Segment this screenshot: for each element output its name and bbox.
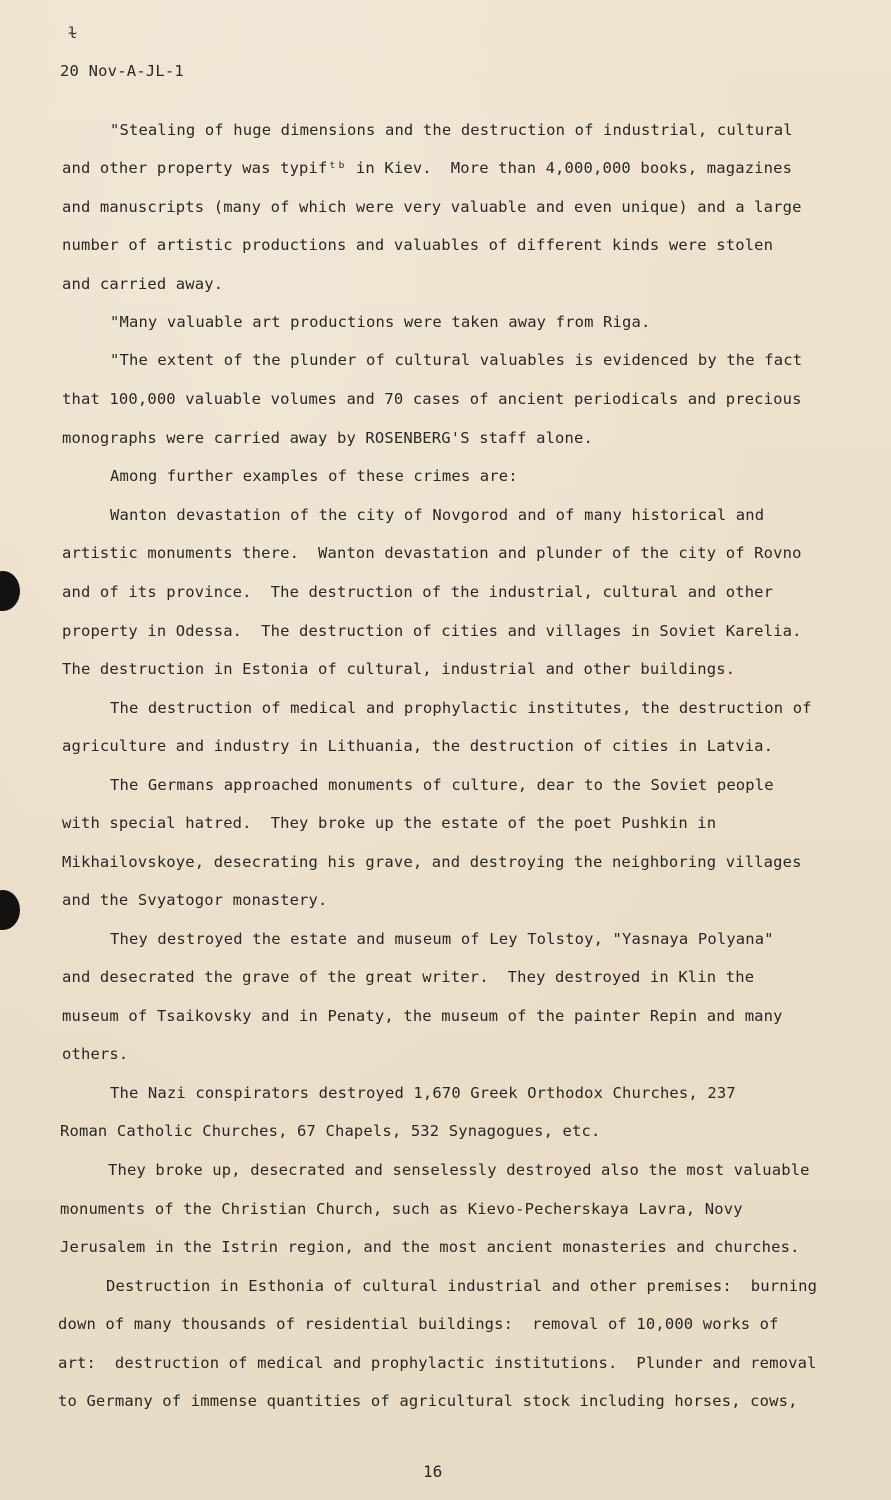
- document-reference: 20 Nov-A-JL-1: [60, 62, 184, 80]
- text-line: Jerusalem in the Istrin region, and the most ancient monasteries and churches.: [60, 1238, 800, 1256]
- text-line: to Germany of immense quantities of agricultural stock including horses, cows,: [58, 1392, 798, 1410]
- text-line: down of many thousands of residential buildings: removal of 10,000 works of: [58, 1315, 779, 1333]
- text-line: with special hatred. They broke up the estate of the poet Pushkin in: [62, 814, 717, 832]
- text-line: that 100,000 valuable volumes and 70 cases of ancient periodicals and precious: [62, 390, 802, 408]
- text-line: The destruction in Estonia of cultural, industrial and other buildings.: [62, 660, 736, 678]
- text-line: property in Odessa. The destruction of cities and villages in Soviet Karelia.: [62, 622, 802, 640]
- text-line: The Nazi conspirators destroyed 1,670 Greek Orthodox Churches, 237: [110, 1084, 736, 1102]
- text-line: number of artistic productions and valuables of different kinds were stolen: [62, 236, 774, 254]
- text-line: They destroyed the estate and museum of Ley Tolstoy, "Yasnaya Polyana": [110, 930, 774, 948]
- text-line: The Germans approached monuments of culture, dear to the Soviet people: [110, 776, 774, 794]
- text-line: "Many valuable art productions were taken away from Riga.: [110, 313, 651, 331]
- text-line: They broke up, desecrated and senselessly destroyed also the most valuable: [108, 1161, 810, 1179]
- text-line: and carried away.: [62, 275, 224, 293]
- text-line: Wanton devastation of the city of Novgorod and of many historical and: [110, 506, 765, 524]
- text-line: agriculture and industry in Lithuania, the destruction of cities in Latvia.: [62, 737, 774, 755]
- text-line: "The extent of the plunder of cultural valuables is evidenced by the fact: [110, 351, 803, 369]
- punch-hole-top: [0, 571, 20, 611]
- text-line: others.: [62, 1045, 129, 1063]
- text-line: Roman Catholic Churches, 67 Chapels, 532 Synagogues, etc.: [60, 1122, 601, 1140]
- text-line: "Stealing of huge dimensions and the destruction of industrial, cultural: [110, 121, 793, 139]
- text-line: museum of Tsaikovsky and in Penaty, the museum of the painter Repin and many: [62, 1007, 783, 1025]
- text-line: Among further examples of these crimes are:: [110, 467, 518, 485]
- text-line: and manuscripts (many of which were very valuable and even unique) and a large: [62, 198, 802, 216]
- text-line: and of its province. The destruction of the industrial, cultural and other: [62, 583, 774, 601]
- text-line: Mikhailovskoye, desecrating his grave, and destroying the neighboring villages: [62, 853, 802, 871]
- text-line: art: destruction of medical and prophylactic institutions. Plunder and removal: [58, 1354, 817, 1372]
- text-line: and desecrated the grave of the great writer. They destroyed in Klin the: [62, 968, 755, 986]
- page-number: 16: [423, 1462, 443, 1481]
- text-line: and other property was typifᵗᵇ in Kiev. More than 4,000,000 books, magazines: [62, 159, 793, 177]
- text-line: monuments of the Christian Church, such as Kievo-Pecherskaya Lavra, Novy: [60, 1200, 743, 1218]
- text-line: The destruction of medical and prophylactic institutes, the destruction of: [110, 699, 812, 717]
- text-line: and the Svyatogor monastery.: [62, 891, 328, 909]
- punch-hole-bottom: [0, 890, 20, 930]
- text-line: monographs were carried away by ROSENBERG'S staff alone.: [62, 429, 593, 447]
- text-line: artistic monuments there. Wanton devastation and plunder of the city of Rovno: [62, 544, 802, 562]
- corner-mark: ɫ: [68, 24, 78, 42]
- text-line: Destruction in Esthonia of cultural industrial and other premises: burning: [106, 1277, 818, 1295]
